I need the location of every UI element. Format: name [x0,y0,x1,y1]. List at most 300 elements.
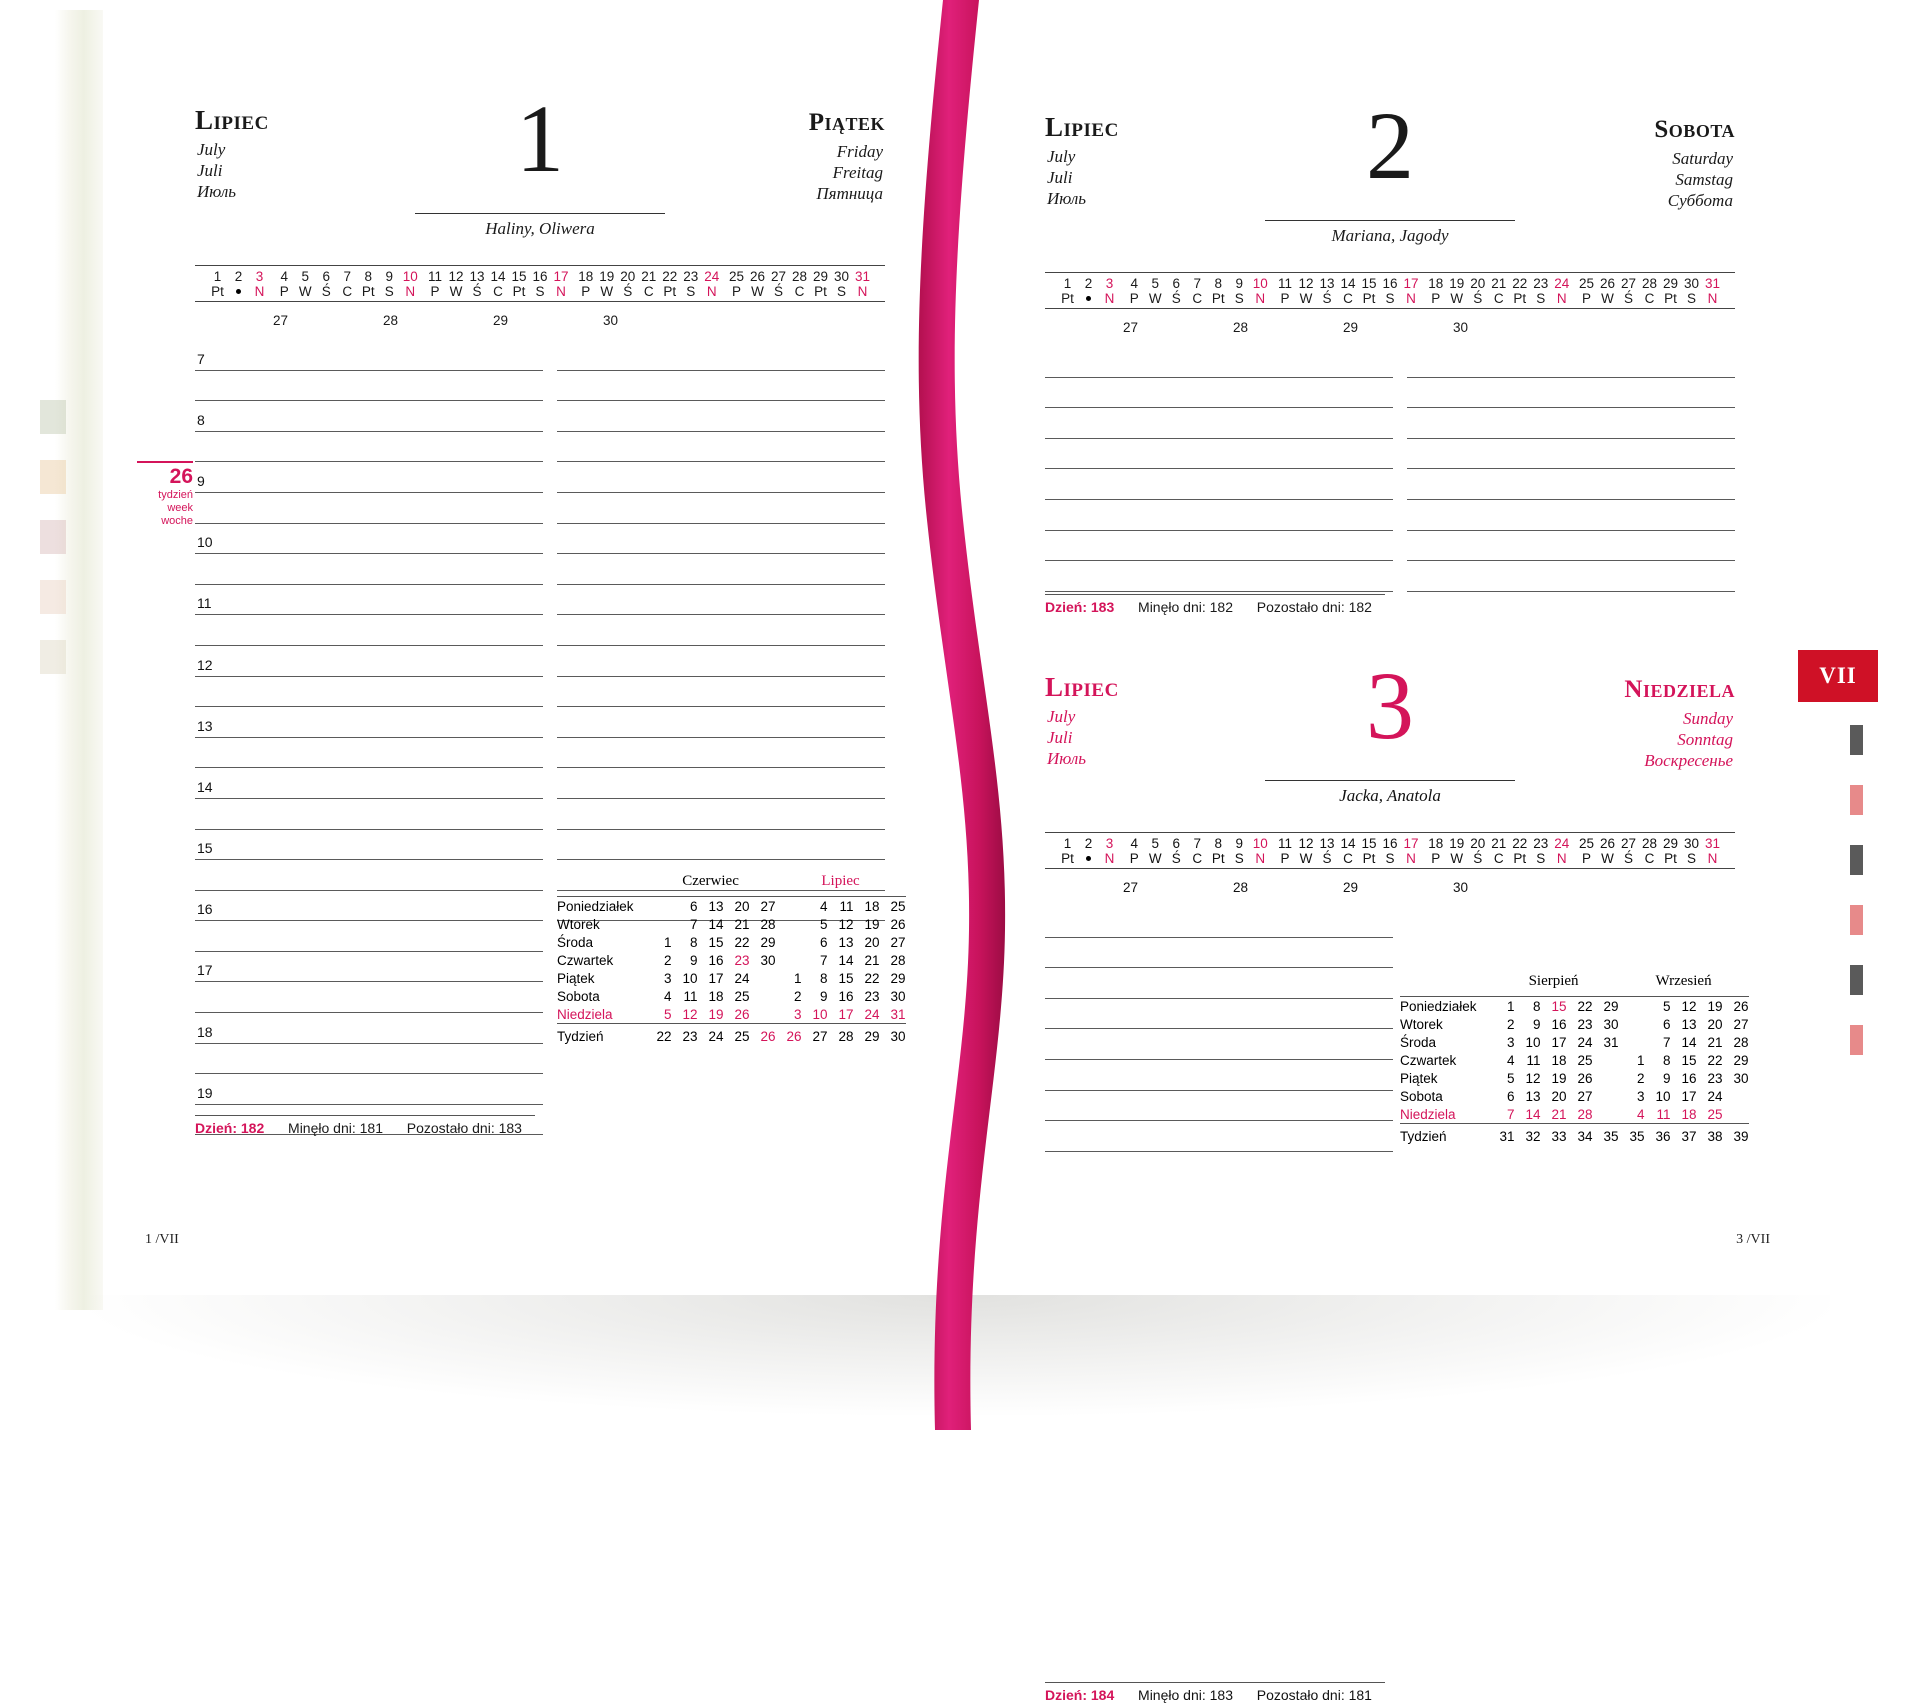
ruled-line[interactable] [1407,500,1735,531]
mini-day-cell: 19 [1707,998,1723,1014]
ruled-line[interactable] [1045,500,1393,531]
mini-week-cell: 34 [1577,1129,1593,1144]
strip-week-numbers [1045,879,1759,895]
mini-day-cell: 19 [864,916,880,932]
mini-day-numbers [776,969,906,987]
mini-calendar-row [1400,1051,1749,1069]
mini-day-cell: 13 [708,898,724,914]
day-name-en: Sunday [1682,709,1733,728]
name-days: Mariana, Jagody [1265,220,1515,246]
strip-day-number: 23 [1533,836,1549,851]
strip-day-letter: C [1644,851,1655,866]
side-mark [1850,785,1863,815]
month-name: Lipiec [1045,672,1119,702]
mini-day-numbers [1619,1069,1749,1087]
ruled-line[interactable] [195,677,543,708]
days-passed-value: 182 [1209,599,1233,615]
strip-day-number: 21 [1491,836,1507,851]
strip-day-number: 30 [833,269,850,284]
strip-week-number: 28 [383,313,399,328]
strip-day-letter: W [1601,851,1614,866]
day-name-de: Samstag [1675,170,1733,189]
ruled-line[interactable] [195,799,543,830]
ruled-line[interactable] [195,1044,543,1075]
strip-week-number: 28 [1233,320,1249,335]
ruled-line[interactable] [1045,408,1393,439]
mini-day-cell: 6 [690,898,698,914]
side-mark [1850,965,1863,995]
page-number-right: 3 /VII [1736,1232,1770,1247]
strip-number-group [1425,836,1572,851]
mini-day-cell: 18 [1551,1052,1567,1068]
strip-day-number: 30 [1683,276,1700,291]
strip-week-number: 27 [273,313,289,328]
mini-day-cell: 29 [890,970,906,986]
ruled-line[interactable] [1045,531,1393,562]
mini-day-cell: 27 [1733,1016,1749,1032]
mini-header-blank [1400,972,1489,997]
mini-week-cell: 39 [1733,1129,1749,1144]
strip-day-letter: Pt [1211,851,1225,866]
strip-day-letter: W [449,284,463,299]
mini-calendar-row [1400,1033,1749,1051]
edge-strip [40,460,66,494]
ruled-line[interactable] [195,585,543,616]
strip-day-letter: P [1581,851,1591,866]
strip-day-letter: N [1707,851,1718,866]
strip-week-number: 27 [1123,320,1139,335]
mini-day-cell: 28 [760,916,776,932]
month-name-en: July [1047,147,1076,166]
edge-strip [40,580,66,614]
ruled-line[interactable] [195,768,543,799]
strip-letter-group [1057,851,1120,866]
strip-letter-group [1275,851,1422,866]
day-name-ru: Воскресенье [1644,751,1733,770]
ruled-line[interactable] [1045,1121,1393,1152]
mini-day-name: Poniedziałek [1400,998,1477,1014]
ruled-line[interactable] [1407,531,1735,562]
ruled-line[interactable] [1045,347,1393,378]
mini-day-cell: 3 [1637,1088,1645,1104]
mini-day-cell: 18 [1681,1106,1697,1122]
strip-day-letter: Pt [663,284,677,299]
mini-calendar-table [557,872,906,1046]
ruled-line[interactable] [1045,1029,1393,1060]
mini-calendar-row [557,915,906,933]
mini-day-cell: 14 [708,916,724,932]
strip-day-letter: S [535,284,545,299]
ruled-line[interactable] [195,432,543,463]
mini-day-numbers [646,951,776,969]
mini-month-title: Czerwiec [646,872,776,897]
mini-week-cell: 30 [890,1029,906,1044]
mini-calendar-right [1400,972,1749,1146]
strip-day-number: 24 [1554,836,1570,851]
day-number: 1 [516,85,564,192]
strip-day-letter: S [1536,291,1546,306]
strip-day-letter: Pt [1664,851,1677,866]
strip-day-letter: N [1406,851,1416,866]
day-name-translations [1668,148,1733,211]
ruled-line[interactable] [1045,469,1393,500]
hour-label: 9 [197,472,205,489]
ruled-line[interactable] [1045,561,1393,592]
mini-day-cell: 26 [890,916,906,932]
ruled-line[interactable] [195,1013,543,1044]
week-number: 26 [169,465,193,488]
ruled-line[interactable] [195,1074,543,1105]
strip-letter-group [726,284,873,299]
ruled-line[interactable] [1045,968,1393,999]
strip-day-number: 16 [1382,276,1398,291]
strip-letter-group [1057,291,1120,306]
strip-day-letter: W [751,284,764,299]
strip-day-letter: S [686,284,696,299]
day-header [195,85,885,238]
strip-letter-group [1124,851,1271,866]
strip-day-letter: Ś [1623,851,1633,866]
strip-week-number: 29 [1343,320,1359,335]
mini-calendar-row [557,1005,906,1024]
strip-day-number: 17 [1403,836,1419,851]
mini-week-numbers [1489,1124,1619,1146]
mini-day-cell: 10 [812,1006,828,1022]
mini-week-cell: 31 [1499,1129,1515,1144]
mini-day-cell: 23 [864,988,880,1004]
mini-day-cell: 11 [839,898,854,914]
mini-day-cell: 21 [864,952,880,968]
ruled-line[interactable] [195,493,543,524]
ruled-line[interactable] [195,707,543,738]
mini-week-label: Tydzień [1400,1124,1489,1146]
day-name-translations [1644,708,1733,771]
strip-day-number: 22 [1512,836,1528,851]
notes-lines-column[interactable] [1045,347,1393,592]
mini-day-cell: 5 [1663,998,1671,1014]
strip-day-letter: Ś [773,284,783,299]
strip-day-letter: Pt [1513,851,1527,866]
strip-day-number: 2 [234,269,243,284]
mini-week-cell: 35 [1603,1129,1619,1144]
mini-day-cell: 4 [820,898,828,914]
strip-day-number: 23 [683,269,699,284]
mini-day-cell: 4 [1507,1052,1515,1068]
ruled-line[interactable] [1407,469,1735,500]
days-left-value: 182 [1348,599,1372,615]
strip-day-letter: C [1343,291,1353,306]
strip-day-letter: Pt [1362,851,1376,866]
notes-lines-column[interactable] [557,340,885,921]
strip-day-number: 28 [1641,836,1658,851]
mini-day-cell: 29 [760,934,776,950]
strip-day-number: 11 [427,269,442,284]
ruled-line[interactable] [1045,439,1393,470]
mini-day-cell: 11 [1526,1052,1541,1068]
ruled-line[interactable] [195,891,543,922]
strip-number-group [1275,276,1422,291]
strip-day-letter: P [279,284,289,299]
mini-day-cell: 9 [1533,1016,1541,1032]
strip-day-number: 16 [1382,836,1398,851]
mini-day-numbers [1489,1051,1619,1069]
strip-day-number: 17 [553,269,569,284]
strip-day-letter: Ś [1473,291,1483,306]
mini-week-numbers [646,1024,776,1046]
strip-day-letter: W [1299,851,1313,866]
mini-day-numbers [776,951,906,969]
mini-day-numbers [1619,997,1749,1016]
strip-day-letter: W [1148,851,1162,866]
ruled-line[interactable] [557,401,885,432]
ruled-line[interactable] [1045,907,1393,938]
mini-day-cell: 11 [683,988,698,1004]
ruled-line[interactable] [557,799,885,830]
mini-week-cell: 25 [734,1029,750,1044]
mini-day-numbers [1489,1015,1619,1033]
hour-lines-column[interactable] [195,340,543,1135]
ruled-line[interactable] [195,371,543,402]
notes-lines-column[interactable] [1045,907,1393,1152]
strip-letters-row [1045,851,1735,868]
strip-day-letter: Pt [1211,291,1225,306]
ruled-line[interactable] [557,677,885,708]
month-name-en: July [1047,707,1076,726]
strip-day-number: 10 [1252,836,1268,851]
strip-letter-group [274,284,421,299]
mini-day-name: Piątek [557,970,595,986]
strip-day-letter: C [493,284,503,299]
ruled-line[interactable] [195,982,543,1013]
strip-day-number: 15 [1361,276,1377,291]
strip-number-group [1057,836,1120,851]
strip-week-number: 30 [1453,320,1469,335]
month-tab[interactable]: VII [1798,650,1878,702]
mini-week-numbers [776,1024,906,1046]
ruled-line[interactable] [195,462,543,493]
days-left-value: 181 [1348,1687,1372,1703]
strip-numbers-row [1045,833,1735,851]
ruled-line[interactable] [195,952,543,983]
strip-day-letter: C [1343,851,1353,866]
ruled-line[interactable] [195,615,543,646]
mini-day-cell: 7 [1507,1106,1515,1122]
ruled-line[interactable] [557,585,885,616]
mini-day-numbers [776,897,906,916]
ruled-line[interactable] [557,738,885,769]
hour-label: 7 [197,350,205,367]
notes-lines-column[interactable] [1407,347,1735,592]
ruled-line[interactable] [557,554,885,585]
strip-day-number: 1 [213,269,222,284]
mini-day-cell: 12 [1525,1070,1541,1086]
mini-day-cell: 4 [664,988,672,1004]
days-left-label: Pozostało dni: [406,1120,495,1136]
strip-day-letter: Ś [1623,291,1633,306]
mini-week-row [1400,1124,1749,1146]
ruled-line[interactable] [557,462,885,493]
ruled-line[interactable] [1407,408,1735,439]
strip-day-number: 11 [1277,836,1292,851]
strip-number-group [1124,836,1271,851]
strip-day-letter: W [1450,851,1464,866]
ruled-line[interactable] [1407,378,1735,409]
ruled-line[interactable] [195,921,543,952]
ruled-line[interactable] [557,646,885,677]
strip-day-letter: S [1686,851,1696,866]
strip-day-letter: Pt [1513,291,1527,306]
strip-day-letter: S [1234,291,1244,306]
mini-day-cell: 18 [864,898,880,914]
mini-day-cell: 9 [1663,1070,1671,1086]
mini-day-cell: 25 [734,988,750,1004]
mini-day-cell: 12 [838,916,854,932]
ruled-line[interactable] [1045,999,1393,1030]
mini-calendar-row [1400,1087,1749,1105]
mini-day-cell: 4 [1637,1106,1645,1122]
ruled-line[interactable] [195,646,543,677]
strip-day-number: 9 [1235,276,1243,291]
strip-day-letter: P [1129,291,1139,306]
mini-day-numbers [1619,1033,1749,1051]
strip-marker-dot [228,284,249,299]
ruled-line[interactable] [1407,347,1735,378]
hour-label: 18 [197,1023,213,1040]
mini-week-cell: 36 [1655,1129,1671,1144]
mini-day-cell: 3 [1507,1034,1515,1050]
strip-day-number: 14 [1340,836,1356,851]
strip-week-numbers [195,312,909,328]
mini-day-numbers [1489,1087,1619,1105]
day-name-en: Saturday [1672,149,1733,168]
ruled-line[interactable] [195,830,543,861]
strip-day-letter: P [1431,851,1441,866]
day-name-ru: Суббота [1667,191,1733,210]
ruled-line[interactable] [1045,1091,1393,1122]
ruled-line[interactable] [557,493,885,524]
strip-day-number: 12 [1298,276,1314,291]
mini-calendar-row [557,969,906,987]
hour-label: 8 [197,411,205,428]
strip-day-number: 18 [1428,836,1444,851]
ruled-line[interactable] [195,738,543,769]
strip-day-number: 19 [1449,836,1465,851]
mini-day-cell: 24 [864,1006,880,1022]
mini-day-name: Niedziela [1400,1106,1456,1122]
strip-day-letter: Ś [1171,291,1181,306]
mini-day-cell: 16 [1551,1016,1567,1032]
name-days: Haliny, Oliwera [415,213,665,239]
day-counter [1045,1682,1385,1703]
mini-header-blank [557,872,646,897]
mini-week-cell: 32 [1525,1129,1541,1144]
mini-day-cell: 28 [1577,1106,1593,1122]
mini-day-numbers [1619,1087,1749,1105]
mini-day-cell: 9 [690,952,698,968]
month-day-strip [1045,832,1735,869]
ruled-line[interactable] [557,707,885,738]
ruled-line[interactable] [1045,938,1393,969]
month-name-ru: Июль [1047,749,1086,768]
ruled-line[interactable] [195,860,543,891]
mini-week-cell: 38 [1707,1129,1723,1144]
strip-number-group [726,269,873,284]
ruled-line[interactable] [195,340,543,371]
ruled-line[interactable] [557,340,885,371]
ruled-line[interactable] [557,830,885,861]
mini-day-cell: 29 [1733,1052,1749,1068]
strip-day-number: 6 [1172,836,1180,851]
strip-day-letter: Ś [321,284,331,299]
strip-day-number: 24 [1554,276,1570,291]
ruled-line[interactable] [557,432,885,463]
ruled-line[interactable] [1045,378,1393,409]
ruled-line[interactable] [557,371,885,402]
strip-day-number: 25 [1578,276,1595,291]
strip-day-number: 15 [1361,836,1377,851]
strip-day-number: 3 [1105,276,1114,291]
ruled-line[interactable] [195,401,543,432]
side-mark [1850,845,1863,875]
ruled-line[interactable] [1407,561,1735,592]
ruled-line[interactable] [1045,1060,1393,1091]
strip-day-number: 18 [578,269,594,284]
strip-day-number: 23 [1533,276,1549,291]
ruled-line[interactable] [557,768,885,799]
ruled-line[interactable] [195,524,543,555]
strip-day-letter: S [384,284,394,299]
strip-day-number: 4 [1130,276,1138,291]
ruled-line[interactable] [557,615,885,646]
strip-letter-group [1576,851,1723,866]
mini-day-name: Poniedziałek [557,898,634,914]
strip-day-number: 19 [599,269,615,284]
edge-tab-strips [40,400,70,760]
strip-day-letter: P [581,284,591,299]
strip-letter-group [1425,291,1572,306]
ruled-line[interactable] [195,554,543,585]
mini-day-cell: 5 [820,916,828,932]
mini-day-cell: 20 [1551,1088,1567,1104]
mini-day-name: Czwartek [557,952,614,968]
mini-day-cell: 6 [820,934,828,950]
mini-day-cell: 31 [890,1006,906,1022]
strip-letters-row [195,284,885,301]
mini-calendar-row [557,951,906,969]
mini-day-cell: 9 [820,988,828,1004]
mini-day-numbers [646,1005,776,1024]
mini-day-cell: 2 [1637,1070,1645,1086]
hour-label: 10 [197,534,213,551]
ruled-line[interactable] [557,524,885,555]
strip-week-numbers [1045,319,1759,335]
mini-day-cell: 14 [1525,1106,1541,1122]
strip-day-number: 31 [1704,276,1721,291]
strip-day-number: 8 [1214,276,1222,291]
strip-letter-group [575,284,722,299]
page-shadow [90,1295,1830,1415]
mini-day-numbers [646,915,776,933]
mini-day-cell: 10 [1525,1034,1541,1050]
mini-day-name: Wtorek [1400,1016,1443,1032]
mini-day-cell: 20 [1707,1016,1723,1032]
strip-marker-dot [1078,851,1099,866]
ruled-line[interactable] [1407,439,1735,470]
mini-day-name: Środa [557,934,594,950]
mini-day-cell: 8 [690,934,698,950]
strip-week-number: 30 [603,313,619,328]
mini-day-cell: 26 [1733,998,1749,1014]
